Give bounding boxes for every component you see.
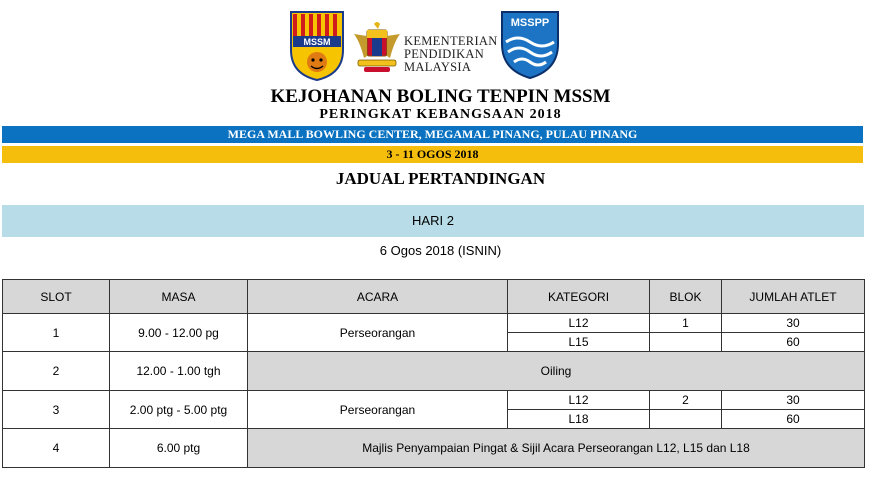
acara-cell: Oiling: [248, 352, 865, 391]
venue-banner: MEGA MALL BOWLING CENTER, MEGAMAL PINANG, PULAU PINANG: [2, 126, 863, 143]
kategori-cell: L15: [508, 333, 650, 352]
table-row: [3, 391, 865, 410]
day-banner: HARI 2: [2, 205, 864, 237]
slot-cell: 3: [3, 391, 110, 429]
schedule-table: [2, 279, 865, 468]
svg-text:MSSM: MSSM: [303, 37, 331, 47]
day-date: 6 Ogos 2018 (ISNIN): [379, 243, 502, 258]
schedule-title: JADUAL PERTANDINGAN: [335, 169, 546, 188]
jata-crest-logo: [350, 20, 404, 76]
header-jumlah-atlet: JUMLAH ATLET: [722, 280, 865, 314]
kategori-cell: L12: [508, 314, 650, 333]
slot-cell: 4: [3, 429, 110, 468]
table-header-row: [3, 280, 865, 314]
masa-cell: 2.00 ptg - 5.00 ptg: [110, 391, 248, 429]
masa-cell: 9.00 - 12.00 pg: [110, 314, 248, 352]
table-row: [3, 429, 865, 468]
header-acara: ACARA: [248, 280, 508, 314]
kategori-cell: L18: [508, 410, 650, 429]
table-row: [3, 314, 865, 333]
masa-cell: 12.00 - 1.00 tgh: [110, 352, 248, 391]
header-blok: BLOK: [650, 280, 722, 314]
header-kategori: KATEGORI: [508, 280, 650, 314]
blok-cell: [650, 410, 722, 429]
table-row: [3, 352, 865, 391]
logo-strip: [0, 8, 881, 84]
dates-banner: 3 - 11 OGOS 2018: [2, 146, 863, 163]
kategori-cell: L12: [508, 391, 650, 410]
jumlah-cell: 60: [722, 410, 865, 429]
blok-cell: [650, 333, 722, 352]
page-subtitle: PERINGKAT KEBANGSAAN 2018: [319, 107, 562, 122]
svg-text:MSSPP: MSSPP: [510, 17, 550, 29]
header-slot: SLOT: [3, 280, 110, 314]
slot-cell: 2: [3, 352, 110, 391]
jumlah-cell: 30: [722, 391, 865, 410]
blok-cell: 1: [650, 314, 722, 333]
acara-cell: Majlis Penyampaian Pingat & Sijil Acara Perseorangan L12, L15 dan L18: [248, 429, 865, 468]
kpm-wordmark: [404, 35, 498, 74]
mssm-logo: [289, 10, 345, 82]
msspp-logo: [498, 8, 562, 80]
page-title: KEJOHANAN BOLING TENPIN MSSM: [270, 86, 611, 107]
header-masa: MASA: [110, 280, 248, 314]
slot-cell: 1: [3, 314, 110, 352]
kpm-line-3: MALAYSIA: [404, 60, 472, 74]
acara-cell: Perseorangan: [248, 391, 508, 429]
kpm-line-2: PENDIDIKAN: [404, 47, 485, 61]
kpm-line-1: KEMENTERIAN: [404, 34, 498, 48]
jumlah-cell: 30: [722, 314, 865, 333]
blok-cell: 2: [650, 391, 722, 410]
masa-cell: 6.00 ptg: [110, 429, 248, 468]
acara-cell: Perseorangan: [248, 314, 508, 352]
jumlah-cell: 60: [722, 333, 865, 352]
